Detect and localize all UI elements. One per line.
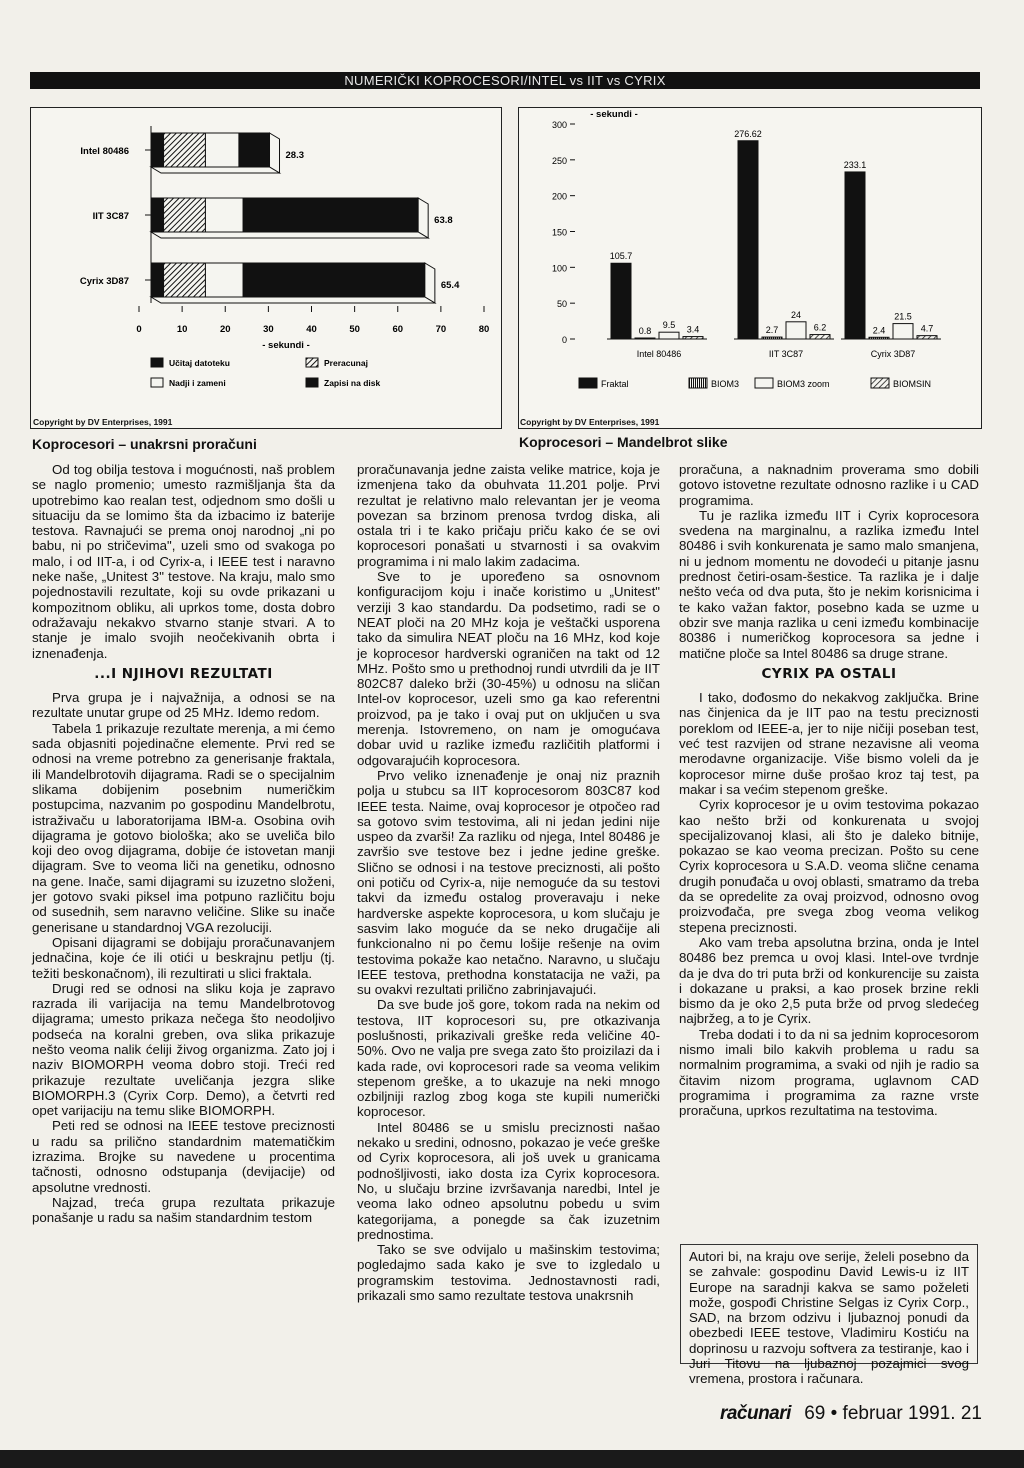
data-label: 3.4 <box>686 324 700 335</box>
bar-depth <box>418 198 428 238</box>
bar <box>810 335 830 339</box>
data-label: 233.1 <box>843 159 867 170</box>
y-tick-label: 250 <box>551 155 567 166</box>
data-label: 276.62 <box>734 128 762 139</box>
page-footer <box>720 1403 982 1425</box>
x-tick-label: 80 <box>478 324 490 335</box>
category-label: Cyrix 3D87 <box>79 276 129 287</box>
acknowledgement-box: Autori bi, na kraju ove serije, želeli posebno da se zahvale: gospodinu David Lewis-u iz IIT Europe na saradnji kakva se samo poželeti može, gospođi Christine Selgas iz Cyrix Corp., SAD, na brzom odzivu i ljubaznoj ponudi da obezbedi IEEE testove, Vladimiru Kostiću na doprinosu u razvoju softvera za testiranje, kao i Juri Titovu na ljubaznoj pozajmici svog vremena, prostora i računara. <box>680 1244 978 1364</box>
left-chart-box <box>30 107 502 429</box>
data-label: 0.8 <box>638 326 652 336</box>
y-tick-label: 200 <box>551 191 567 202</box>
y-tick-label: 0 <box>561 335 567 345</box>
data-label: 2.4 <box>872 325 886 336</box>
paragraph: Tabela 1 prikazuje rezultate merenja, a mi ćemo sada objasniti pojedinačne elemente. Prvi red se odnosi na vreme potrebno za generisanje fraktala, ili Mandelbrotovih dijagrama. Radi se o specijalnim slikama dobijenim posebnim numeričkim postupcima, nazvanim po gospodinu Mandelbrotu, istraživaču u laboratorijama IBM-a. Osobina ovih dijagrama je gotovo biološka; ako se uveliča bilo koji deo ovog dijagrama, dobije će istovetan manji dijagram. Sve to veoma liči na genetiku, odnosno na gene. Inače, sami dijagrami su izuzetno složeni, jer gotovo svaki piksel ima potpuno različitu boju od susednih, sem naravno veličine. Slike su inače generisane u standardnoj VGA rezoluciji. <box>32 720 335 935</box>
x-axis-label: - sekundi - <box>262 340 310 351</box>
legend-label: BIOM3 <box>711 379 740 389</box>
legend-swatch <box>151 378 163 387</box>
bar-floor <box>151 167 280 173</box>
x-tick-label: 50 <box>349 324 360 335</box>
paragraph: Prva grupa je i najvažnija, a odnosi se na rezultate unutar grupe od 25 MHz. Idemo redom. <box>32 690 335 721</box>
data-label: 105.7 <box>609 251 633 262</box>
legend-swatch <box>306 378 318 387</box>
x-tick-label: 40 <box>306 324 317 335</box>
x-tick-label: 70 <box>435 324 447 335</box>
bar-segment <box>205 263 243 297</box>
bar <box>845 172 865 339</box>
left-caption: Koprocesori – unakrsni proračuni <box>32 436 257 452</box>
y-tick-label: 300 <box>551 120 567 130</box>
data-label: 2.7 <box>765 325 779 336</box>
bar-segment <box>164 263 206 297</box>
category-label: Cyrix 3D87 <box>870 349 916 359</box>
x-tick-label: 10 <box>176 324 188 335</box>
legend-label: Fraktal <box>601 379 629 389</box>
paragraph: Treba dodati i to da ni sa jednim koprocesorom nismo imali bilo kakvih problema u radu sa normalnim programima, a svaki od njih je radio sa čitavim nizom programa, uglavnom CAD programima i programima za razne vrste proračuna, uprkos rezultatima na testovima. <box>679 1026 979 1119</box>
section-heading: CYRIX PA OSTALI <box>761 665 897 682</box>
column-1 <box>32 462 335 1226</box>
paragraph: Tako se sve odvijalo u mašinskim testovima; pogledajmo sada kako je sve to izgledalo u programskim testovima. Jednostavnosti radi, prikazali smo samo rezultate testova unakrsnih <box>357 1242 660 1304</box>
left-chart <box>31 108 501 428</box>
paragraph: I tako, dođosmo do nekakvog zaključka. Brine nas činjenica da je IIT pao na testu preciznosti poreklom od IEEE-a, jer to nije ničiji poseban test, već test razvijen od strane nezavisne ali veoma merodavne organizacije. Više bismo voleli da je koprocesor mirne duše prošao kroz taj test, pa makar i sa većim stepenom greške. <box>679 690 979 797</box>
paragraph: proračuna, a naknadnim proverama smo dobili gotovo istovetne rezultate odnosno razlike i u CAD programima. <box>679 462 979 508</box>
y-axis-label: - sekundi - <box>590 109 638 120</box>
data-label: 6.2 <box>813 322 827 333</box>
y-tick-label: 50 <box>556 299 567 310</box>
bar-segment <box>151 198 164 232</box>
bar-segment <box>243 198 418 232</box>
data-label: 21.5 <box>894 311 912 322</box>
paragraph: Drugi red se odnosi na sliku koja je zapravo razrada ili varijacija na temu Mandelbrotovog dijagrama; umesto prikaza nečega što neodoljivo podseća na koralni greben, ova slika prikazuje nešto veoma nalik ćeliji živog organizma. Zato joj i naziv BIOMORPH veoma dobro stoji. Treći red prikazuje rezultate uveličanja jezgra slike BIOMORPH.3 (Cyrix Corp. Demo), a četvrti red opet varijaciju na temu slike BIOMORPH. <box>32 980 335 1119</box>
legend-swatch <box>871 378 889 388</box>
category-label: Intel 80486 <box>636 349 682 359</box>
bar-segment <box>239 133 270 167</box>
paragraph: Opisani dijagrami se dobijaju proračunavanjem jednačina, koje će ili otići u beskrajnu petlju (tj. težiti beskonačnom), ili rezultirati u slici fraktala. <box>32 934 335 981</box>
bar <box>659 332 679 339</box>
left-copyright: Copyright by DV Enterprises, 1991 <box>33 417 173 427</box>
paragraph: Prvo veliko iznenađenje je onaj niz praznih polja u stubcu sa IIT koprocesorom 803C87 kod IEEE testa. Naime, ovaj koprocesor je otpočeo rad sa gotovo svim testovima, ali ni jedan jedini nije uspeo da zvarši! Za razliku od njega, Intel 80486 je završio sve testove bez i jedne jedine greške. Slično se odnosi i na testove preciznosti, ali pošto oni potiču od Cyrix-a, nije nemoguće da su testovi takvi da između ostalog proveravaju i neke hardverske aspekte koprocesora, u kom slučaju je sasvim lako moguće da se neko drugačije ali funkcionalno ni po čemu lošije rešenje na ovim testovima pokaže kao netačno. Naravno, u slučaju IEEE testova, prethodna konstatacija ne važi, pa su ovakvi rezultati prilično zabrinjavajući. <box>357 767 660 998</box>
paragraph: Intel 80486 se u smislu preciznosti našao nekako u sredini, odnosno, pokazao je veće greške od Cyrix koprocesora, ali još uvek u granicama podnošljivosti, iako dosta iza Cyrix koprocesora. No, u slučaju brzine izvršavanja naredbi, Intel je veoma lako odneo apsolutnu pobedu u svim kategorijama, a ponegde sa čak izuzetnim prednostima. <box>357 1119 660 1242</box>
bar-segment <box>164 198 206 232</box>
bar <box>917 336 937 339</box>
paragraph: Cyrix koprocesor je u ovim testovima pokazao kao nešto brži od konkurenata u svojoj specijalizovanoj klasi, ali što je daleko bitnije, pokazao se kao veoma precizan. Pošto su cene Cyrix koprocesora u S.A.D. veoma slične cenama drugih ponuđača u ovoj oblasti, smatramo da treba da se opredelite za ovaj proizvod, odnosno ovog proizvođača, pre svega zbog veoma velikog stepena preciznosti. <box>679 797 979 935</box>
legend-label: BIOM3 zoom <box>777 379 830 389</box>
magazine-name: računari <box>719 1403 791 1424</box>
paragraph: Od tog obilja testova i mogućnosti, naš problem se naglo promenio; umesto razmišljanja šta da upotrebimo kao realan test, odjednom smo došli u situaciju da se lomimo šta da izbacimo iz baterije testova. Ravnajući se prema onoj narodnoj „ni po babu, ni po stričevima", uzeli smo od svakoga po malo, i od IIT-a, i od Cyrix-a, i IEEE test i naravno neke naše, „Unitest 3" testove. Na kraju, malo smo pojednostavili rezultate, koji su ovde prikazani u kompozitnom obliku, ali uprkos tome, dosta dobro odražavaju nekakvo stvarno stanje stvari. A to stanje je imalo svojih neočekivanih obrta i iznenađenja. <box>32 462 335 661</box>
bar-segment <box>205 198 243 232</box>
bar-floor <box>151 232 428 238</box>
y-tick-label: 150 <box>551 227 567 238</box>
category-label: IIT 3C87 <box>768 349 804 359</box>
category-label: Intel 80486 <box>80 146 129 157</box>
bar-segment <box>151 133 164 167</box>
x-tick-label: 0 <box>136 324 142 335</box>
data-label: 65.4 <box>440 280 460 291</box>
x-tick-label: 20 <box>219 324 231 335</box>
paragraph: Najzad, treća grupa rezultata prikazuje ponašanje u radu sa našim standardnim testom <box>32 1194 335 1226</box>
legend-swatch <box>689 378 707 388</box>
x-tick-label: 30 <box>263 324 274 335</box>
data-label: 9.5 <box>662 320 676 331</box>
right-copyright: Copyright by DV Enterprises, 1991 <box>520 417 660 427</box>
section-banner: NUMERIČKI KOPROCESORI/INTEL vs IIT vs CYRIX <box>30 72 980 89</box>
bar-depth <box>270 133 280 173</box>
legend-swatch <box>755 378 773 388</box>
right-chart-box <box>518 107 982 429</box>
paragraph: Peti red se odnosi na IEEE testove preciznosti u radu sa prilično standardnim matematičkim izrazima. Brojke su navedene u procentima tačnosti, odnosno odstupanja (devijacije) od apsolutne vrednosti. <box>32 1118 335 1195</box>
y-tick-label: 100 <box>551 263 567 274</box>
bar-segment <box>151 263 164 297</box>
paragraph: proračunavanja jedne zaista velike matrice, koja je izmenjena tako da obuhvata 11.201 polje. Prvi rezultat je relativno malo relevantan jer je veoma povezan sa brzinom prenosa tvrdog diska, ali ostala tri i te kako pričaju priču kako će se ovi koprocesori ponašati u stvarnosti i sa ovakvim programima i ni malo lakim zadacima. <box>357 462 660 569</box>
paragraph: Da sve bude još gore, tokom rada na nekim od testova, IIT koprocesori su, pre otkazivanja poslušnosti, prikazivali greške reda veličine 40-50%. Ovo ne valja pre svega zato što proizilazi da i kada rade, ovi koprocesori rade sa veoma velikim stepenom greške, a to ukazuje na neki mnogo ozbiljniji razlog zbog koga ste kupili numerički koprocesor. <box>357 997 660 1120</box>
bar-segment <box>205 133 239 167</box>
legend-label: BIOMSIN <box>893 379 932 389</box>
bar-depth <box>425 263 435 303</box>
right-caption: Koprocesori – Mandelbrot slike <box>519 434 728 450</box>
paragraph: Ako vam treba apsolutna brzina, onda je Intel 80486 bez premca u ovoj klasi. Intel-ove tvrdnje da je dva do tri puta brži od konkurencije su zaista i dokazane u praksi, a kao prosek brzine rekli bismo da je oko 2,5 puta brže od prvog sledećeg najbržeg, a to je Cyrix. <box>679 934 979 1027</box>
paragraph: Sve to je upoređeno sa osnovnom konfiguracijom koju i inače koristimo u „Unitest" verziji 3 kao standardu. Da podsetimo, radi se o NEAT ploči na 20 MHz koja je veštački usporena tako da simulira NEAT ploču na 16 MHz, kod koje je koprocesor hardverski ograničen na takt od 12 MHz. Pošto smo u prethodnoj rundi utvrdili da je IIT 802C87 daleko brži (30-45%) u odnosu na sličan Intel-ov koprocesor, uzeli smo ga kao referentni proizvod, pa je tako i ovaj put on uključen u sva merenja. Istovremeno, on nam je omogućava dobar uvid u razlike između različitih platformi i odgovarajućih koprocesora. <box>357 569 660 768</box>
bar <box>893 324 913 339</box>
issue-info: 69 • februar 1991. <box>804 1403 956 1424</box>
legend-label: Preracunaj <box>324 358 368 368</box>
category-label: IIT 3C87 <box>92 211 129 222</box>
right-chart <box>519 108 981 428</box>
bar <box>786 322 806 339</box>
page-number: 21 <box>960 1403 982 1424</box>
bottom-bar <box>0 1450 1024 1468</box>
data-label: 28.3 <box>285 150 305 161</box>
x-tick-label: 60 <box>392 324 404 335</box>
bar-segment <box>164 133 206 167</box>
data-label: 24 <box>790 309 802 320</box>
bar-segment <box>243 263 425 297</box>
legend-swatch <box>151 358 163 367</box>
data-label: 63.8 <box>434 215 453 226</box>
column-2 <box>357 462 660 1303</box>
legend-swatch <box>579 378 597 388</box>
column-3 <box>679 462 979 1118</box>
paragraph: Tu je razlika između IIT i Cyrix koprocesora svedena na marginalnu, a razlika između Intel 80486 i svih konkurenata je samo malo smanjena, ni u jednom momentu ne dovodeći u pitanje jasnu prednost četiri-osam-šestice. Ta razlika je i dalje nešto veća od dva puta, što je nekim korisnicima i te kako važan faktor, posebno kada se uzme u obzir sve manja razlika u ceni između kombinacije 80386 i numeričkog koprocesora sa jedne i matične ploče sa Intel 80486 sa druge strane. <box>679 507 979 661</box>
legend-label: Zapisi na disk <box>324 378 381 388</box>
bar <box>738 141 758 339</box>
section-heading: ...I NJIHOVI REZULTATI <box>94 665 273 682</box>
legend-label: Učitaj datoteku <box>169 358 230 368</box>
bar <box>611 263 631 339</box>
bar-floor <box>151 297 435 303</box>
data-label: 4.7 <box>920 323 934 334</box>
legend-label: Nadji i zameni <box>169 378 226 388</box>
legend-swatch <box>306 358 318 367</box>
